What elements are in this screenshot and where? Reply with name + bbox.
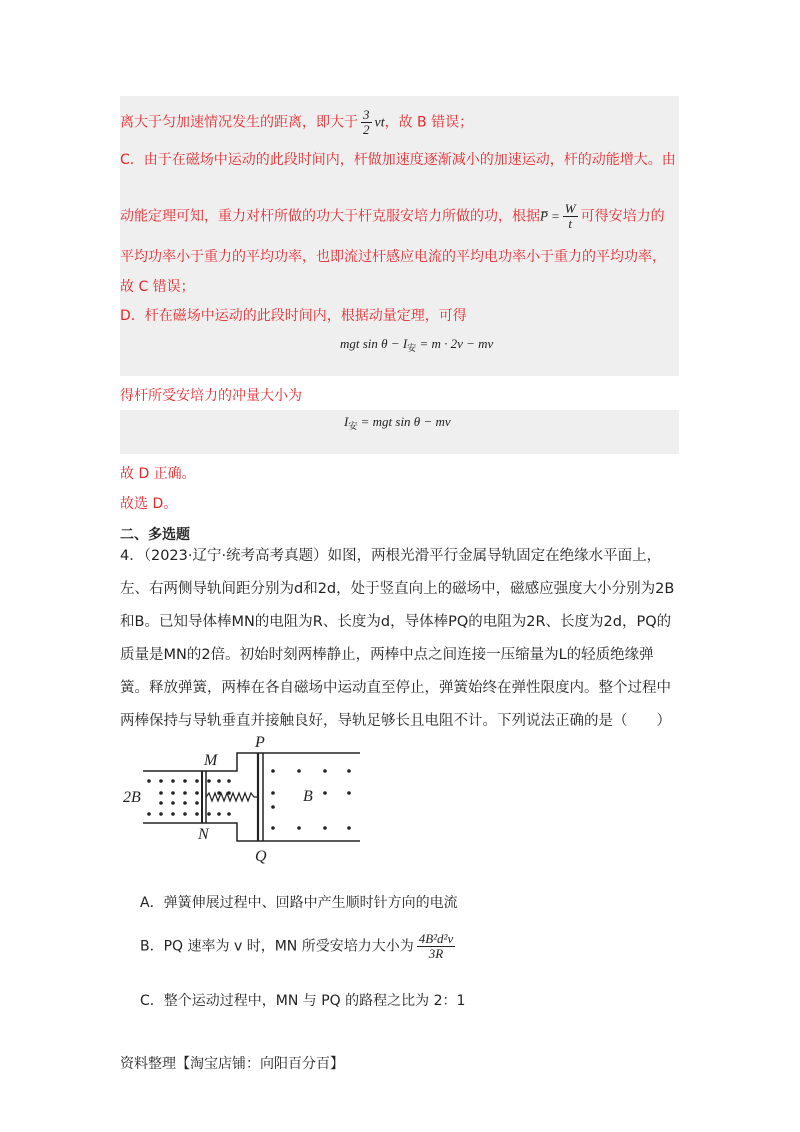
formula-p-avg: P̅ = [540,208,560,224]
rail-diagram [115,735,375,865]
rail-top [143,753,360,771]
fraction-option-b: $\frac{\text{4B²d²v}}{3R}$ [418,931,454,961]
solution-c-line-2: 动能定理可知，重力对杆所做的功大于杆克服安培力所做的功，根据P̅ = $\frac{W}{t}$ 可得安培力的 [120,201,665,231]
spring [206,793,258,801]
question-number: 4． [120,548,144,564]
label-n: N [198,826,209,843]
label-q: Q [255,848,267,865]
solution-line-1-end: ，故 B 错误； [384,114,474,131]
question-text: （2023·辽宁·统考高考真题）如图，两根光滑平行金属导轨固定在绝缘水平面上，左、右两侧导轨间距分别为d和2d，处于竖直向上的磁场中，磁感应强度大小分别为2B和B。已知导体棒MN的电阻为R、长度为d，导体棒PQ的电阻为2R、长度为2d，PQ的质量是MN的2倍。初始时刻两棒静止，两棒中点之间连接一压缩量为L的轻质绝缘弹簧。释放弹簧，两棒在各自磁场中运动直至停止，弹簧始终在弹性限度内。整个过程中两棒保持与导轨垂直并接触良好，导轨足够长且电阻不计。下列说法正确的是（ ） [120,548,675,729]
section-title: 二、多选题 [120,527,190,543]
left-field-dots [147,779,231,816]
solution-c-line-3: 平均功率小于重力的平均功率，也即流过杆感应电流的平均电功率小于重力的平均功率， [120,249,666,265]
option-a[interactable]: A．弹簧伸展过程中、回路中产生顺时针方向的电流 [140,895,458,911]
fraction-w-t: $\frac{W}{t}$ [564,201,576,231]
footer-source: 资料整理【淘宝店铺：向阳百分百】 [120,1056,344,1072]
var-vt: vt [374,115,385,131]
solution-d-line-1: D．杆在磁场中运动的此段时间内，根据动量定理，可得 [120,308,467,324]
solution-shade-top [120,96,679,376]
option-b[interactable]: B．PQ 速率为 v 时，MN 所受安培力大小为 $\frac{\text{4B²d²v}}{3R}$ [140,931,454,961]
equation-momentum: mgt $\sin \theta - I_安 = m \cdot 2v$ − mv [340,336,494,354]
solution-c-line-4: 故 C 错误； [120,279,195,295]
fraction-3-2: $\frac{3}{2}$ [363,107,370,137]
label-2b: 2B [123,789,141,806]
solution-c-line-1: C．由于在磁场中运动的此段时间内，杆做加速度逐渐减小的加速运动，杆的动能增大。由 [120,152,676,168]
solution-line-1 [120,108,473,137]
option-c[interactable]: C．整个运动过程中，MN 与 PQ 的路程之比为 2：1 [140,993,466,1009]
label-m: M [204,752,218,769]
solution-line-1-text: 离大于匀加速情况发生的距离，即大于 [120,114,358,131]
label-p: P [255,735,265,751]
solution-choice: 故选 D。 [120,496,178,512]
solution-impulse-text: 得杆所受安培力的冲量大小为 [120,388,302,404]
equation-impulse: $I_安$ = mgt sin θ − mv [344,414,451,432]
solution-d-correct: 故 D 正确。 [120,466,196,482]
rail-bottom [143,823,360,841]
question-4 [120,540,680,738]
label-b: B [303,788,313,805]
